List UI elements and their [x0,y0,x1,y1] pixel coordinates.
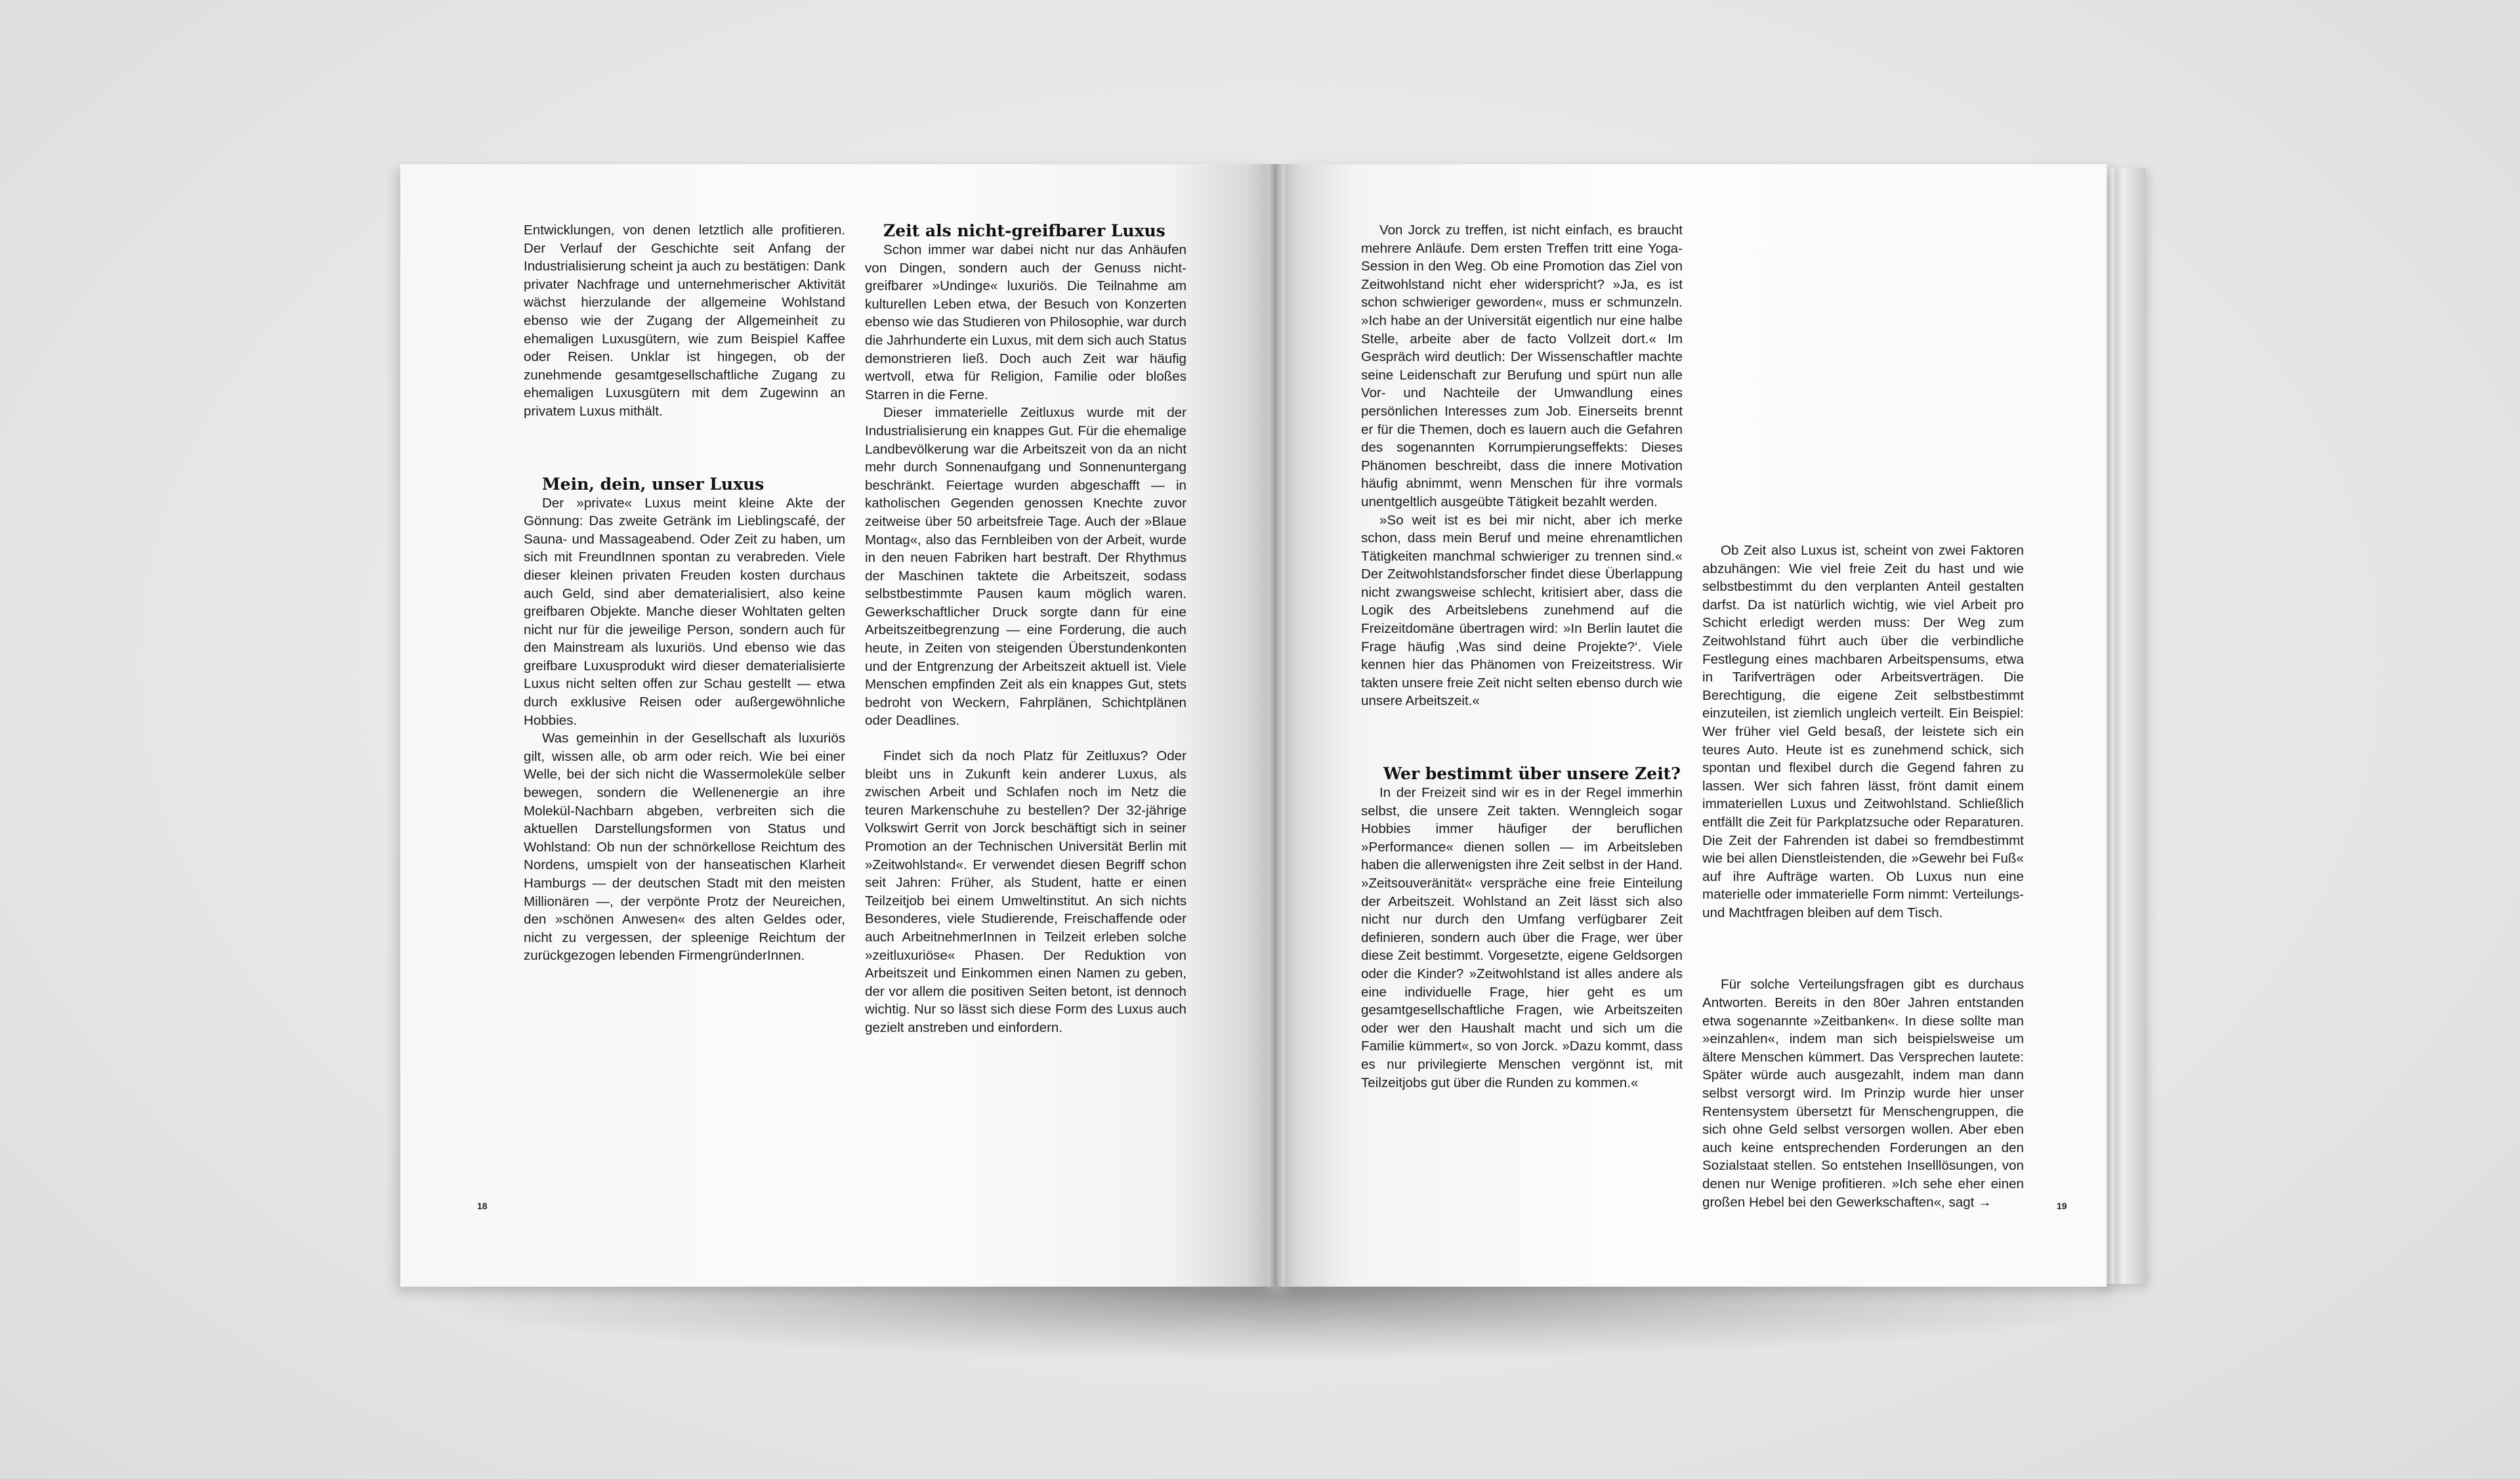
book-gutter [1268,164,1285,1287]
section-heading: Zeit als nicht-greifbarer Luxus [883,221,1166,240]
right-column-1 [1361,221,1683,1092]
paragraph: Was gemeinhin in der Gesellschaft als luxuriös gilt, wissen alle, ob arm oder reich. Wie bei einer Welle, bei der sich nicht die Wassermoleküle selber bewegen, sondern die Wellenenergie an ihre Molekül-Nachbarn abgeben, verbreiten sich die aktuellen Darstellungsformen von Status und Wohlstand: Ob nun der schnörkellose Reichtum des Nordens, umspielt von der hanseatischen Klarheit Hamburgs — der deutschen Stadt mit den meisten Millionären —, der verpönte Protz der Neureichen, den »schönen Anwesen« des alten Geldes oder, nicht zu vergessen, der spleenige Reichtum der zurückgezogen lebenden FirmengründerInnen. [524,731,845,964]
paragraph: Für solche Verteilungsfragen gibt es durchaus Antworten. Bereits in den 80er Jahren entstanden etwa sogenannte »Zeitbanken«. In diese sollte man »einzahlen«, indem man sich beispielsweise um ältere Menschen kümmert. Das Versprechen lautete: Später würde auch ausgezahlt, indem man dann selbst versorgt wird. Im Prinzip wurde hier unser Rentensystem übersetzt für Menschengruppen, die sich ohne Geld selbst versorgen wollen. Aber eben auch keine entsprechenden Forderungen an den Sozialstaat stellen. So entstehen Inselllösungen, von denen nur Wenige profitieren. »Ich sehe eher einen großen Hebel bei den Gewerkschaften«, sagt → [1702,977,2024,1210]
section-heading: Mein, dein, unser Luxus [542,474,765,494]
page-number-right: 19 [2057,1201,2067,1211]
left-column-2 [865,221,1186,1037]
page-number-left: 18 [477,1201,488,1211]
paragraph: Schon immer war dabei nicht nur das Anhäufen von Dingen, sondern auch der Genuss nicht-greifbarer »Undinge« luxuriös. Die Teilnahme am kulturellen Leben etwa, der Besuch von Konzerten ebenso wie das Studieren von Philosophie, war durch die Jahrhunderte ein Luxus, mit dem sich auch Status demonstrieren ließ. Doch auch Zeit war häufig wertvoll, etwa für Religion, Familie oder bloßes Starren in die Ferne. [865,242,1186,402]
paragraph: Von Jorck zu treffen, ist nicht einfach, es braucht mehrere Anläufe. Dem ersten Treffen tritt eine Yoga-Session in den Weg. Ob eine Promotion das Ziel von Zeitwohlstand nicht eher widerspricht? »Ja, es ist schon schwieriger geworden«, muss er schmunzeln. »Ich habe an der Universität eigentlich nur eine halbe Stelle, arbeite aber de facto Vollzeit dort.« Im Gespräch wird deutlich: Der Wissenschaftler machte seine Leidenschaft zur Berufung und spürt nun alle Vor- und Nachteile der Umwandlung eines persönlichen Interesses zum Job. Einerseits brennt er für die Themen, doch es lauern auch die Gefahren des sogenannten Korrumpierungseffekts: Dieses Phänomen beschreibt, dass die innere Motivation häufig abnimmt, wenn Menschen für ihre vormals unentgeltlich ausgeübte Tätigkeit bezahlt werden. [1361,223,1683,509]
right-column-2 [1702,542,2024,1211]
paragraph: »So weit ist es bei mir nicht, aber ich merke schon, dass mein Beruf und meine ehrenamtlichen Tätigkeiten manchmal schwieriger zu trennen sind.« Der Zeitwohlstandsforscher findet diese Überlappung nicht zwangsweise schlecht, kritisiert aber, dass die Logik des Arbeitslebens zunehmend auf die Freizeitdomäne übertragen wird: »In Berlin lautet die Frage häufig ‚Was sind deine Projekte?‘. Viele kennen hier das Phänomen von Freizeitstress. Wir takten unsere freie Zeit nicht selten ebenso durch wie unsere Arbeitszeit.« [1361,512,1683,709]
left-column-1 [524,221,845,965]
paragraph: Dieser immaterielle Zeitluxus wurde mit der Industrialisierung ein knappes Gut. Für die ehemalige Landbevölkerung war die Arbeitszeit von da an nicht mehr durch Sonnenaufgang und Sonnenuntergang beschränkt. Feiertage wurden abgeschafft — in katholischen Gegenden genossen Knechte zuvor zeitweise über 50 arbeitsfreie Tage. Auch der »Blaue Montag«, also das Fernbleiben von der Arbeit, wurde in den neuen Fabriken hart bestraft. Der Rhythmus der Maschinen taktete die Arbeitszeit, sodass selbstbestimmte Pausen kaum möglich waren. Gewerkschaftlicher Druck sorgte dann für eine Arbeitszeitbegrenzung — eine Forderung, die auch heute, in Zeiten von steigenden Überstundenkonten und der Entgrenzung der Arbeitszeit aktuell ist. Viele Menschen empfinden Zeit als ein knappes Gut, stets bedroht von Weckern, Fahrplänen, Schichtplänen oder Deadlines. [865,405,1186,729]
paragraph: Entwicklungen, von denen letztlich alle profitieren. Der Verlauf der Geschichte seit Anfang der Industrialisierung scheint ja auch zu bestätigen: Dank privater Nachfrage und unternehmerischer Aktivität wächst hierzulande der allgemeine Wohlstand ebenso wie der Zugang der Allgemeinheit zu ehemaligen Luxusgütern, wie zum Beispiel Kaffee oder Reisen. Unklar ist hingegen, ob der zunehmende gesamtgesellschaftliche Zugang zu ehemaligen Luxusgütern mit dem Zugewinn an privatem Luxus mithält. [524,223,845,419]
paragraph: In der Freizeit sind wir es in der Regel immerhin selbst, die unsere Zeit takten. Wenngleich sogar Hobbies immer häufiger der beruflichen »Performance« dienen sollen — im Arbeitsleben haben die allerwenigsten ihre Zeit selbst in der Hand. »Zeitsouveränität« verspräche eine freie Einteilung der Arbeitszeit. Wohlstand an Zeit lässt sich also nicht nur durch den Umfang verfügbarer Zeit definieren, sondern auch über die Frage, wer über diese Zeit bestimmt. Vorgesetzte, eigene Geldsorgen oder die Kinder? »Zeitwohlstand ist alles andere als eine individuelle Frage, hier geht es um gesamtgesellschaftliche Fragen, wie Arbeitszeiten oder wer den Haushalt macht und sich um die Familie kümmert«, so von Jorck. »Dazu kommt, dass es nur privilegierte Menschen vergönnt ist, mit Teilzeitjobs gut über die Runden zu kommen.« [1361,785,1683,1090]
paragraph: Der »private« Luxus meint kleine Akte der Gönnung: Das zweite Getränk im Lieblingscafé, der Sauna- und Massageabend. Oder Zeit zu haben, um sich mit FreundInnen spontan zu verabreden. Viele dieser kleinen privaten Freuden kosten durchaus auch Geld, sind aber dematerialisiert, also keine greifbaren Objekte. Manche dieser Wohltaten gelten nicht nur für die jeweilige Person, sondern auch für den Mainstream als luxuriös. Und ebenso wie das greifbare Luxusprodukt wird dieser dematerialisierte Luxus nicht selten offen zur Schau gestellt — etwa durch exklusive Reisen oder außergewöhnliche Hobbies. [524,495,845,728]
paragraph: Ob Zeit also Luxus ist, scheint von zwei Faktoren abzuhängen: Wie viel freie Zeit du hast und wie selbstbestimmt du den verplanten Anteil gestalten darfst. Da ist natürlich wichtig, wie viel Arbeit pro Schicht erledigt werden muss: Der Weg zum Zeitwohlstand führt auch über die verbindliche Festlegung eines machbaren Arbeitspensums, etwa in Tarifverträgen oder Arbeitsverträgen. Die Berechtigung, die eigene Zeit selbstbestimmt einzuteilen, ist ziemlich ungleich verteilt. Ein Beispiel: Wer früher viel Geld besaß, der leistete sich ein teures Auto. Heute ist es zunehmend schick, sich spontan und flexibel durch die Gegend fahren zu lassen. Wer sich fahren lässt, frönt damit einem immateriellen Luxus und Zeitwohlstand. Schließlich entfällt die Zeit für Parkplatzsuche oder Reparaturen. Die Zeit der Fahrenden ist dabei so fremdbestimmt wie bei allen Dienstleistenden, die »Gewehr bei Fuß« auf ihre Aufträge warten. Ob Luxus nun eine materielle oder immaterielle Form nimmt: Verteilungs- und Machtfragen bleiben auf dem Tisch. [1702,543,2024,920]
paragraph: Findet sich da noch Platz für Zeitluxus? Oder bleibt uns in Zukunft kein anderer Luxus, als zwischen Arbeit und Schlafen noch im Netz die teuren Markenschuhe zu bestellen? Der 32-jährige Volkswirt Gerrit von Jorck beschäftigt sich in seiner Promotion an der Technischen Universität Berlin mit »Zeitwohlstand«. Er verwendet diesen Begriff schon seit Jahren: Früher, als Student, hatte er einen Teilzeitjob bei einem Umweltinstitut. An sich nichts Besonderes, viele Studierende, Freischaffende oder auch ArbeitnehmerInnen in Teilzeit erleben solche »zeitluxuriöse« Phasen. Der Reduktion von Arbeitszeit und Einkommen einen Namen zu geben, der vor allem die positiven Seiten betont, ist dennoch wichtig. Nur so lässt sich diese Form des Luxus auch gezielt anstreben und einfordern. [865,748,1186,1035]
section-heading: Wer bestimmt über unsere Zeit? [1383,764,1681,784]
